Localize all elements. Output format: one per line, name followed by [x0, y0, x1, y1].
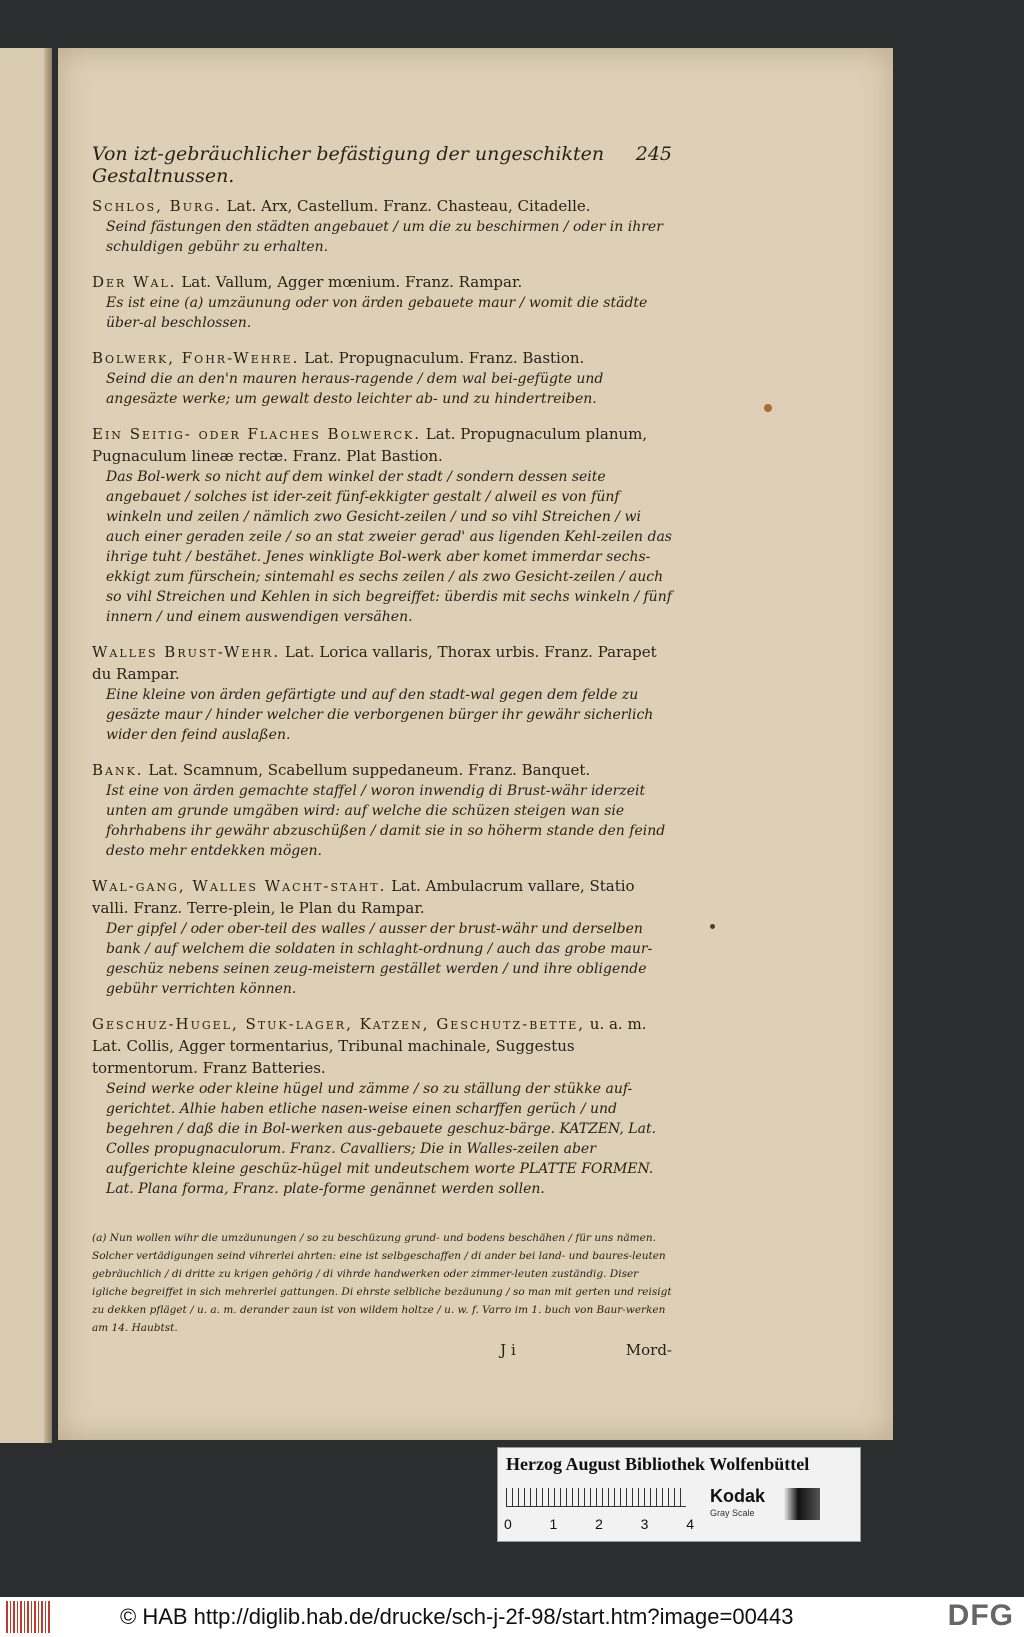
entry [92, 271, 672, 333]
entry-body: Eine kleine von ärden gefärtigte und auf den stadt-wal gegen dem felde zu gesäzte maur / hinder welcher die verborgenen bürger ihr gewähr sicherlich wider den feind auslaßen. [106, 687, 654, 743]
entry-term: Wal-gang, Walles Wacht-staht. [92, 877, 387, 895]
entry-translation: Lat. Ambulacrum vallare, Statio valli. Franz. Terre-plein, le Plan du Rampar. [92, 877, 635, 917]
entry-translation: Lat. Vallum, Agger mœnium. Franz. Rampar. [181, 273, 523, 291]
document-page [58, 48, 893, 1440]
entry [92, 195, 672, 257]
entry [92, 641, 672, 745]
entry-translation: Lat. Lorica vallaris, Thorax urbis. Franz. Parapet du Rampar. [92, 643, 657, 683]
credit-link[interactable]: © HAB http://diglib.hab.de/drucke/sch-j-2f-98/start.htm?image=00443 [120, 1604, 794, 1629]
ruler-number: 3 [640, 1516, 649, 1532]
entry-term: Der Wal. [92, 273, 177, 291]
dfg-logo: DFG [947, 1599, 1014, 1632]
kodak-brand: Kodak [710, 1486, 766, 1506]
entry-body: Der gipfel / oder ober-teil des walles / ausser der brust-währ und derselben bank / auf welchem die soldaten in schlaght-ordnung / auch das grobe maur-geschüz nebens seinen zeug-meistern gestället werden / und ihre obligende gebühr verrichten können. [106, 921, 653, 997]
ruler-numbers [504, 1516, 694, 1532]
entry-body: Das Bol-werk so nicht auf dem winkel der stadt / sondern dessen seite angebauet / solches ist ider-zeit fünf-ekkigter gestalt / alweil es von fünf winkeln und zeilen / nämlich zwo Gesicht-zeilen / und so vihl Streichen / wi auch einer geraden zeile / so an stat zweier gerad' aus ligenden Kehl-zeilen das ihrige tuht / bestähet. Jenes winkligte Bol-werk aber komet immerdar sechs-ekkigt zum fürschein; sintemahl es sechs zeilen / als zwo Gesicht-zeilen / auch so vihl Streichen und Kehlen in sich begreiffet: überdis mit sechs winkeln / fünf innern / und einem auswendigen versähen. [106, 469, 672, 625]
entry-body: Seind die an den'n mauren heraus-ragende / dem wal bei-gefügte und angesäzte werke; um gewalt desto leichter ab- und zu hindertreiben. [106, 371, 604, 407]
entry [92, 1013, 672, 1199]
signature-mark: J i [500, 1341, 516, 1359]
page-number: 245 [635, 143, 672, 165]
entry-translation: Lat. Scamnum, Scabellum suppedaneum. Franz. Banquet. [148, 761, 591, 779]
entry-translation: Lat. Propugnaculum. Franz. Bastion. [304, 349, 585, 367]
entry-term: Schlos, Burg. [92, 197, 222, 215]
ruler-number: 4 [686, 1516, 694, 1532]
entry-translation: Lat. Propugnaculum planum, Pugnaculum lineæ rectæ. Franz. Plat Bastion. [92, 425, 648, 465]
entry-body: Es ist eine (a) umzäunung oder von ärden gebauete maur / womit die städte über-al beschlossen. [106, 295, 648, 331]
entry-translation: u. a. m. Lat. Collis, Agger tormentarius, Tribunal machinale, Suggestus tormentorum. Franz Batteries. [92, 1015, 647, 1077]
running-head [92, 143, 672, 187]
color-calibration-target [497, 1447, 861, 1542]
entry [92, 759, 672, 861]
facing-page-edge [0, 48, 52, 1443]
footnote: (a) Nun wollen wihr die umzäunungen / so zu beschüzung grund- und bodens beschähen / für uns nämen. Solcher vertädigungen seind vihrerlei ahrten: eine ist selbgeschaffen / di ander bei land- und baures-leuten gebräuchlich / di dritte zu krigen gehörig / di vihrde handwerken oder zimmer-leuten zuständig. Diser igliche begreiffet in sich mehrerlei gattungen. Di ehrste selbliche bezäunung / so man mit gerten und reisigt zu dekken pfläget / u. a. m. derander zaun ist von wildem holtze / u. w. f. Varro im 1. buch von Baur-werken am 14. Haubtst. [92, 1232, 672, 1334]
entry-term: Geschuz-Hugel, Stuk-lager, Katzen, Geschutz-bette, [92, 1015, 585, 1033]
entry-translation: Lat. Arx, Castellum. Franz. Chasteau, Citadelle. [226, 197, 591, 215]
gray-scale-label: Gray Scale [710, 1508, 755, 1518]
entry-term: Walles Brust-Wehr. [92, 643, 281, 661]
entry-body: Seind fästungen den städten angebauet / um die zu beschirmen / oder in ihrer schuldigen gebühr zu erhalten. [106, 219, 663, 255]
viewer-footer [0, 1597, 1024, 1637]
entry [92, 875, 672, 999]
entry-term: Ein Seitig- oder Flaches Bolwerck. [92, 425, 421, 443]
barcode-icon [6, 1601, 50, 1633]
ruler-icon [506, 1488, 686, 1507]
entry-term: Bank. [92, 761, 144, 779]
library-name: Herzog August Bibliothek Wolfenbüttel [506, 1454, 810, 1474]
ruler-number: 0 [504, 1516, 512, 1532]
ruler-number: 2 [595, 1516, 603, 1532]
catchword: Mord- [625, 1341, 672, 1359]
page-text-block [92, 143, 672, 1359]
gray-swatch-icon [784, 1488, 820, 1520]
running-head-title: Von izt-gebräuchlicher befästigung der ungeschikten Gestaltnussen. [92, 143, 605, 187]
page-foot [92, 1341, 672, 1359]
entry-body: Seind werke oder kleine hügel und zämme / so zu ställung der stükke auf-gerichtet. Alhie haben etliche nasen-weise einen scharffen gerüch / und begehren / daß die in Bol-werken aus-gebauete geschuz-bärge. KATZEN, Lat. Colles propugnaculorum. Franz. Cavalliers; Die in Walles-zeilen aber aufgerichte kleine geschüz-hügel mit undeutschem worte PLATTE FORMEN. Lat. Plana forma, Franz. plate-forme genännet werden sollen. [106, 1081, 657, 1197]
entry-body: Ist eine von ärden gemachte staffel / woron inwendig di Brust-währ iderzeit unten am grunde umgäben wird: auf welche die schüzen steigen wan sie fohrhabens ihr gewähr abzuschüßen / damit sie in so höherm stande den feind desto mehr entdekken mögen. [106, 783, 666, 859]
ink-stain [710, 924, 715, 929]
entry [92, 347, 672, 409]
entry [92, 423, 672, 627]
entry-term: Bolwerk, Fohr-Wehre. [92, 349, 300, 367]
ruler-number: 1 [549, 1516, 558, 1532]
ink-stain [764, 404, 772, 412]
